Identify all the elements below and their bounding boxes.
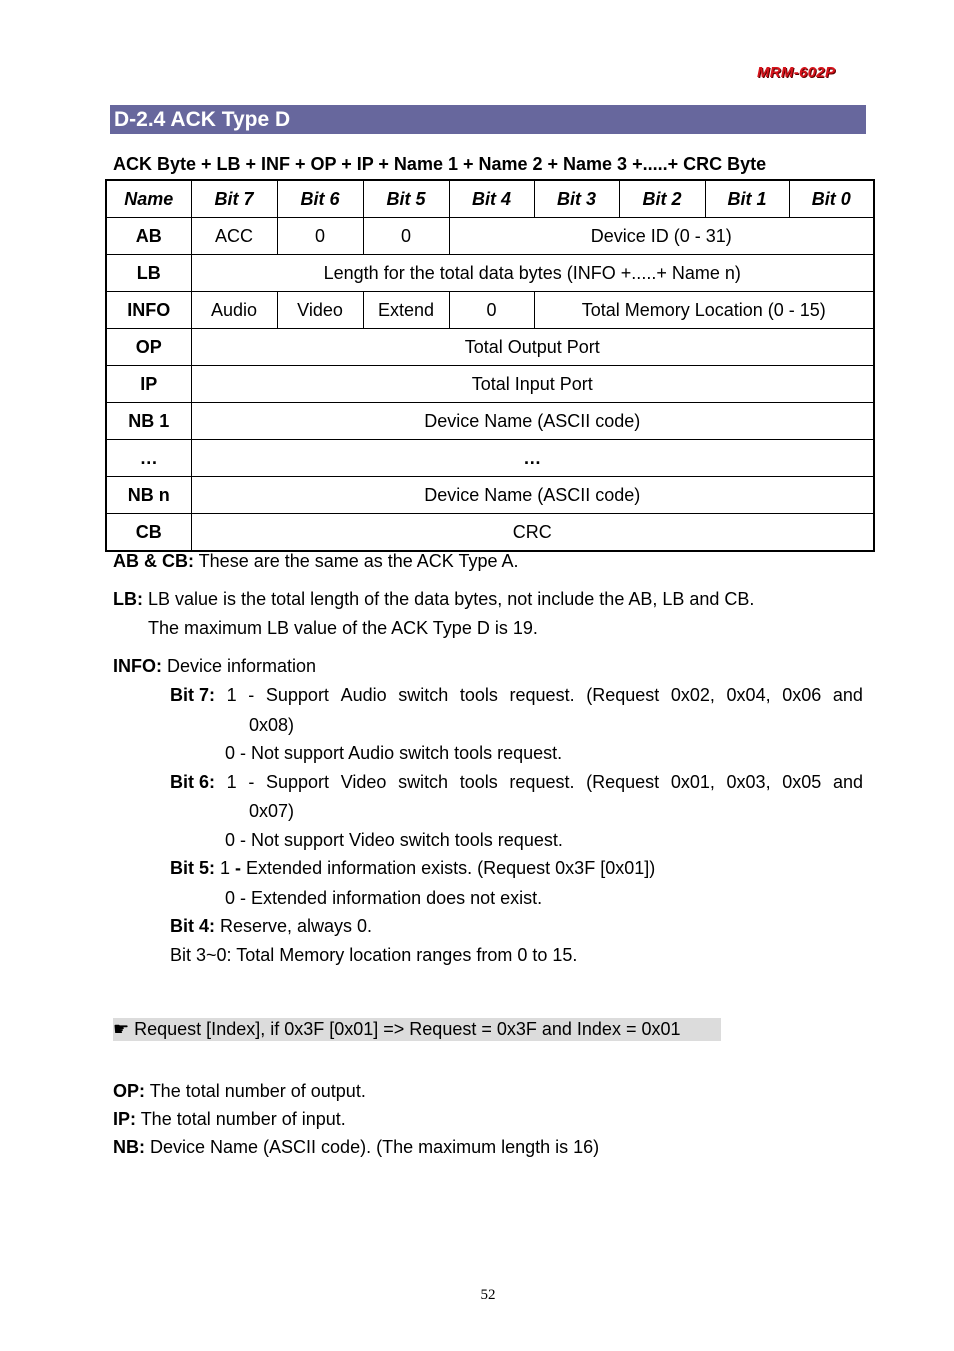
- word: -: [248, 772, 255, 792]
- op-paragraph: [113, 1080, 366, 1102]
- lb-paragraph: [113, 588, 754, 610]
- table-row-lb: [106, 255, 874, 292]
- row-name-cell: NB 1: [106, 403, 191, 440]
- word: tools: [459, 772, 498, 792]
- word: 0x06: [782, 685, 822, 705]
- word: Support: [265, 772, 330, 792]
- table-cell: Device Name (ASCII code): [191, 403, 874, 440]
- table-cell: Video: [277, 292, 363, 329]
- row-name-cell: INFO: [106, 292, 191, 329]
- table-cell: Total Memory Location (0 - 15): [534, 292, 874, 329]
- word: tools: [459, 685, 498, 705]
- word: -: [248, 685, 255, 705]
- table-cell: 0: [363, 218, 449, 255]
- table-row-nb1: [106, 403, 874, 440]
- word: Audio: [340, 685, 387, 705]
- row-name-cell: AB: [106, 218, 191, 255]
- bit6-zero: 0 - Not support Video switch tools request.: [225, 830, 563, 850]
- lb-text-2: The maximum LB value of the ACK Type D is 19.: [148, 618, 538, 638]
- header-cell: Name: [106, 180, 191, 218]
- info-paragraph: [113, 655, 316, 677]
- bit5-line: [170, 857, 655, 879]
- bit5-text: Extended information exists. (Request 0x3F [0x01]): [241, 858, 656, 878]
- bit5-zero: 0 - Extended information does not exist.: [225, 888, 543, 908]
- bit30-line: Bit 3~0: Total Memory location ranges from 0 to 15.: [170, 945, 578, 965]
- header-cell: Bit 4: [449, 180, 534, 218]
- row-name-cell: IP: [106, 366, 191, 403]
- word: 0x02,: [670, 685, 715, 705]
- header-cell: Bit 3: [534, 180, 619, 218]
- note-text: Request [Index], if 0x3F [0x01] => Request = 0x3F and Index = 0x01: [129, 1019, 681, 1039]
- header-cell: Bit 1: [705, 180, 789, 218]
- abcb-label: AB & CB:: [113, 551, 194, 571]
- word: Support: [265, 685, 329, 705]
- header-cell: Bit 5: [363, 180, 449, 218]
- bit4-text: Reserve, always 0.: [215, 916, 373, 936]
- op-label: OP:: [113, 1081, 146, 1101]
- table-cell: …: [191, 440, 874, 477]
- table-cell: Length for the total data bytes (INFO +.....+ Name n): [191, 255, 874, 292]
- header-cell: Bit 0: [789, 180, 874, 218]
- table-row-info: [106, 292, 874, 329]
- table-cell: 0: [277, 218, 363, 255]
- pointing-hand-icon: ☛: [113, 1019, 130, 1039]
- row-name-cell: CB: [106, 514, 191, 552]
- abcb-paragraph: [113, 550, 519, 572]
- bit6-continuation: 0x07): [249, 801, 295, 821]
- row-name-cell: …: [106, 440, 191, 477]
- table-cell: Device ID (0 - 31): [449, 218, 874, 255]
- table-cell: Audio: [191, 292, 277, 329]
- ip-paragraph: [113, 1108, 346, 1130]
- bit6-label: Bit 6:: [170, 772, 215, 792]
- word: and: [832, 685, 863, 705]
- header-cell: Bit 7: [191, 180, 277, 218]
- header-cell: Bit 2: [619, 180, 705, 218]
- section-title: D-2.4 ACK Type D: [110, 105, 866, 134]
- brand-logo: MRM-602P: [757, 64, 836, 81]
- word: (Request: [586, 685, 660, 705]
- word: 0x01,: [670, 772, 715, 792]
- word: 0x03,: [726, 772, 771, 792]
- bit4-label: Bit 4:: [170, 916, 215, 936]
- table-cell: Total Output Port: [191, 329, 874, 366]
- word: request.: [509, 772, 575, 792]
- bit5-dash: -: [235, 858, 242, 878]
- word: 1: [226, 685, 237, 705]
- bit5-label: Bit 5:: [170, 858, 215, 878]
- word: Video: [340, 772, 387, 792]
- bit7-continuation: 0x08): [249, 715, 295, 735]
- word: and: [832, 772, 863, 792]
- request-note: [113, 1018, 721, 1041]
- ack-type-d-table: [105, 179, 875, 552]
- table-row-op: [106, 329, 874, 366]
- lb-text: LB value is the total length of the data bytes, not include the AB, LB and CB.: [143, 589, 755, 609]
- table-row-ellipsis: [106, 440, 874, 477]
- ip-label: IP:: [113, 1109, 137, 1129]
- word: request.: [509, 685, 575, 705]
- word: switch: [398, 772, 449, 792]
- lb-label: LB:: [113, 589, 143, 609]
- row-name-cell: LB: [106, 255, 191, 292]
- bit7-line: [170, 684, 863, 706]
- table-cell: ACC: [191, 218, 277, 255]
- word: (Request: [586, 772, 660, 792]
- op-text: The total number of output.: [145, 1081, 366, 1101]
- table-cell: Device Name (ASCII code): [191, 477, 874, 514]
- bit7-label: Bit 7:: [170, 685, 215, 705]
- bit5-one: 1: [215, 858, 236, 878]
- table-row-cb: [106, 514, 874, 552]
- info-label: INFO:: [113, 656, 162, 676]
- bit6-line: [170, 771, 863, 793]
- ip-text: The total number of input.: [136, 1109, 346, 1129]
- row-name-cell: OP: [106, 329, 191, 366]
- nb-label: NB:: [113, 1137, 145, 1157]
- row-name-cell: NB n: [106, 477, 191, 514]
- table-header-row: [106, 180, 874, 218]
- info-text: Device information: [162, 656, 317, 676]
- nb-paragraph: [113, 1136, 599, 1158]
- abcb-text: These are the same as the ACK Type A.: [194, 551, 519, 571]
- table-row-ip: [106, 366, 874, 403]
- bit7-zero: 0 - Not support Audio switch tools request.: [225, 743, 563, 763]
- nb-text: Device Name (ASCII code). (The maximum length is 16): [145, 1137, 600, 1157]
- table-cell: CRC: [191, 514, 874, 552]
- table-cell: 0: [449, 292, 534, 329]
- word: switch: [398, 685, 449, 705]
- word: 1: [226, 772, 237, 792]
- table-cell: Total Input Port: [191, 366, 874, 403]
- ack-formula: ACK Byte + LB + INF + OP + IP + Name 1 + Name 2 + Name 3 +.....+ CRC Byte: [113, 154, 767, 174]
- table-row-ab: [106, 218, 874, 255]
- bit4-line: [170, 915, 372, 937]
- table-cell: Extend: [363, 292, 449, 329]
- word: 0x04,: [726, 685, 771, 705]
- page-number: 52: [480, 1287, 496, 1303]
- header-cell: Bit 6: [277, 180, 363, 218]
- word: 0x05: [782, 772, 822, 792]
- table-row-nbn: [106, 477, 874, 514]
